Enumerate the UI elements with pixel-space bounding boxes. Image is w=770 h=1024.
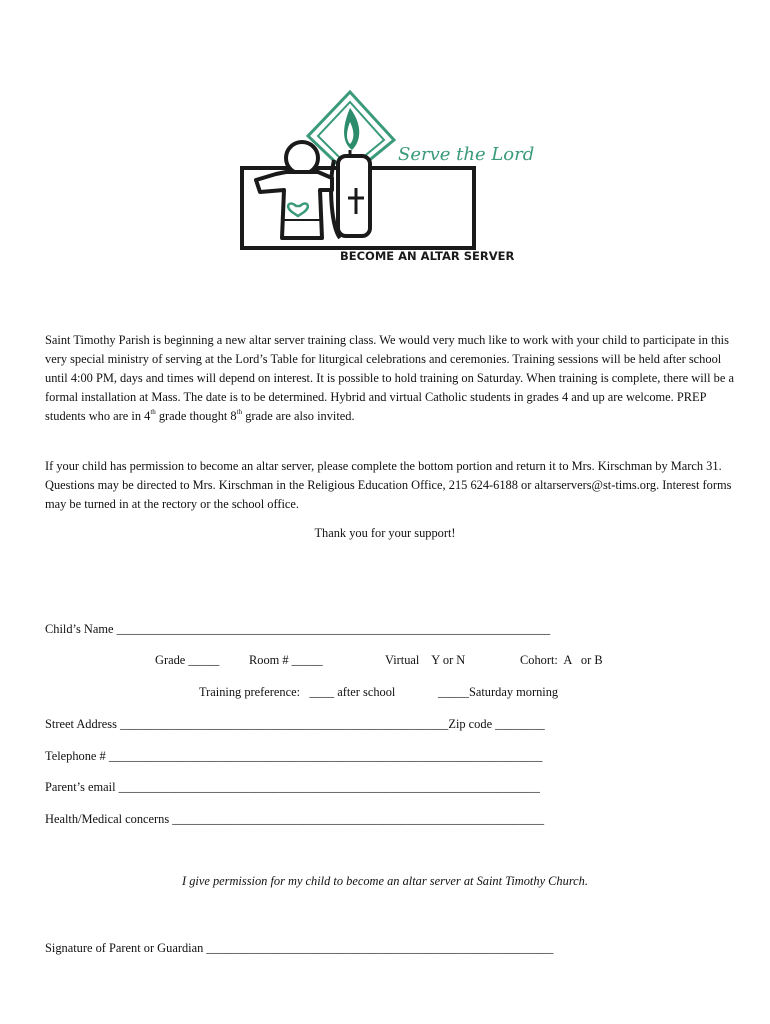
telephone-field[interactable]: Telephone # ______________________________________________________________________ xyxy=(45,749,543,763)
cohort-field[interactable]: Cohort: A or B xyxy=(520,653,603,667)
altar-server-logo xyxy=(236,88,552,268)
street-address-field[interactable]: Street Address _____________________________________________________Zip code ________ xyxy=(45,717,545,731)
training-saturday-field[interactable]: _____Saturday morning xyxy=(438,685,559,699)
virtual-field[interactable]: Virtual Y or N xyxy=(385,653,466,667)
child-name-field[interactable]: Child’s Name ______________________________________________________________________ xyxy=(45,622,551,636)
intro-paragraph xyxy=(45,331,735,426)
signature-field[interactable]: Signature of Parent or Guardian ________________________________________________________ xyxy=(45,941,554,955)
intro-text-c: grade are also invited. xyxy=(242,409,355,423)
intro-sup-b: th xyxy=(236,408,243,416)
room-field[interactable]: Room # _____ xyxy=(249,653,323,667)
thank-you-line: Thank you for your support! xyxy=(314,526,456,540)
parent-email-field[interactable]: Parent’s email ____________________________________________________________________ xyxy=(45,780,540,794)
instructions-paragraph: If your child has permission to become an altar server, please complete the bottom portion and return it to Mrs. Kirschman by March 31. Questions may be directed to Mrs. Kirschman in the Religious Education Office, 215 624-6188 or altarservers@st-tims.org. Interest forms may be turned in at the rectory or the school office. xyxy=(45,459,732,511)
candle-altar-server-logo-graphic xyxy=(236,88,552,268)
intro-sup-a: th xyxy=(150,408,156,416)
training-after-school-field[interactable]: Training preference: ____ after school xyxy=(199,685,396,699)
intro-text-b: grade thought 8 xyxy=(155,409,237,423)
permission-statement: I give permission for my child to become an altar server at Saint Timothy Church. xyxy=(182,874,588,888)
health-concerns-field[interactable]: Health/Medical concerns ____________________________________________________________ xyxy=(45,812,545,826)
intro-text-a: Saint Timothy Parish is beginning a new altar server training class. We would very much like to work with your child to participate in this very special ministry of serving at the Lord’s Table for liturgical celebrations and ceremonies. Training sessions will be held after school until 4:00 PM, days and times will depend on interest. It is possible to hold training on Saturday. When training is complete, there will be a formal installation at Mass. The date is to be determined. Hybrid and virtual Catholic students in grades 4 and up are welcome. PREP students who are in 4 xyxy=(45,333,734,423)
logo-banner: BECOME AN ALTAR SERVER xyxy=(340,249,515,263)
logo-tagline: Serve the Lord xyxy=(398,144,535,165)
grade-field[interactable]: Grade _____ xyxy=(155,653,220,667)
